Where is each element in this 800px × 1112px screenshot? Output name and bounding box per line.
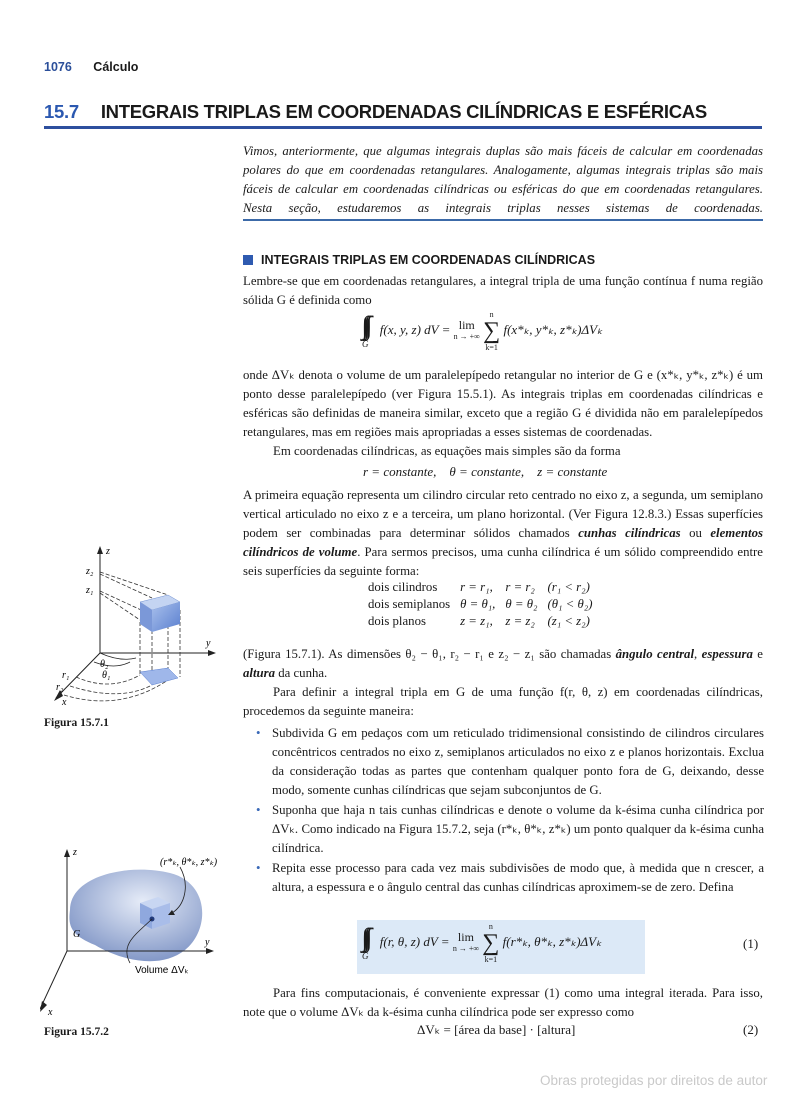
equation-1: G f(r, θ, z) dV = lim n → +∞ n ∑ k=1 f(r*ₖ, θ*ₖ, z*ₖ)ΔVₖ [362, 922, 602, 964]
y-axis-arrow-icon [206, 948, 214, 954]
surface-name: dois semiplanos [368, 597, 451, 611]
figure-15-7-2 [40, 845, 225, 1020]
square-bullet-icon [243, 255, 253, 265]
z-axis-arrow-icon [97, 546, 103, 554]
figure-15-7-1 [40, 540, 225, 710]
equation-constants: r = constante, θ = constante, z = constante [363, 464, 608, 479]
section-title-text: INTEGRAIS TRIPLAS EM COORDENADAS CILÍNDRICAS E ESFÉRICAS [100, 101, 707, 122]
fig1-label-y: y [206, 638, 211, 649]
surface-eq2: θ = θ₂ [505, 597, 538, 611]
surface-cond: (z₁ < z₂) [547, 614, 590, 628]
equation-2: ΔVₖ = [área da base] · [altura] [417, 1022, 576, 1037]
fig2-label-volume: Volume ΔVₖ [135, 965, 189, 976]
fig1-label-r1: r₁ [62, 670, 70, 681]
surface-cond: (r₁ < r₂) [547, 580, 590, 594]
bullet-dot-icon: • [256, 803, 261, 817]
wedge-base [140, 668, 178, 685]
summation-symbol: n ∑ k=1 [482, 922, 500, 964]
paragraph-4: A primeira equação representa um cilindro circular reto centrado no eixo z, a segunda, um semiplano vertical articulado no eixo z e a terceira, um plano horizontal. (Ver Figura 12.8.3.) Essas superfícies podem ser combinadas para determinar sólidos chamados cunhas cilíndricas ou elementos cilíndricos de volume. Para sermos precisos, uma cunha cilíndrica é um sólido compreendido entre seis superfícies da seguinte forma: [243, 488, 763, 578]
limit: lim n → +∞ [452, 930, 480, 953]
equation-rectangular: G f(x, y, z) dV = lim n → +∞ n ∑ k=1 f(x*ₖ, y*ₖ, z*ₖ)ΔVₖ [362, 310, 603, 352]
surface-name: dois planos [368, 614, 426, 628]
fig2-label-point: (r*ₖ, θ*ₖ, z*ₖ) [160, 857, 218, 868]
bullet-item-3: • Repita esse processo para cada vez mais subdivisões de modo que, à medida que n crescer, a altura, a espessura e o ângulo central das cunhas cilíndricas aproximem-se de zero. Defina [256, 861, 764, 894]
running-head [44, 60, 138, 74]
figure-15-7-2-caption: Figura 15.7.2 [44, 1026, 109, 1038]
watermark: Obras protegidas por direitos de autor [540, 1073, 768, 1088]
fig2-label-x: x [48, 1007, 53, 1018]
fig1-label-r2: r₂ [56, 682, 64, 693]
paragraph-3: Em coordenadas cilíndricas, as equações mais simples são da forma [273, 444, 621, 458]
fig1-label-theta1: θ₁ [102, 670, 111, 681]
paragraph-2: onde ΔVₖ denota o volume de um paralelepípedo retangular no interior de G e (x*ₖ, y*ₖ, z*ₖ) é um ponto desse paralelepípedo (ver Figura 15.5.1). As integrais triplas em coordenadas cilíndricas e esféricas são definidas de maneira similar, exceto que a região G é dividida não em paralelepípedos retangulares, mas em regiões mais apropriadas a esses sistemas de coordenadas. [243, 368, 763, 439]
solid-region-G [69, 870, 202, 962]
section-title [44, 101, 750, 123]
triple-integral-symbol: G [362, 339, 369, 349]
intro-rule [243, 219, 763, 221]
summation-symbol: n ∑ k=1 [483, 310, 501, 352]
surface-row [368, 614, 602, 631]
surface-eq1: r = r₁, [460, 580, 493, 594]
fig2-label-G: G [73, 929, 81, 940]
surfaces-table [368, 580, 602, 631]
page-number: 1076 [44, 60, 72, 74]
figure-15-7-1-caption: Figura 15.7.1 [44, 717, 109, 729]
paragraph-7: Para fins computacionais, é conveniente expressar (1) como uma integral iterada. Para isso, note que o volume ΔVₖ da k-ésima cunha cilíndrica pode ser expresso como [243, 986, 763, 1019]
subsection-title: INTEGRAIS TRIPLAS EM COORDENADAS CILÍNDRICAS [261, 253, 596, 267]
fig2-label-y: y [205, 937, 210, 948]
surface-name: dois cilindros [368, 580, 438, 594]
fig1-label-z: z [106, 546, 110, 557]
fig1-label-x: x [62, 697, 67, 708]
surface-eq2: r = r₂ [505, 580, 535, 594]
paragraph-1: Lembre-se que em coordenadas retangulares, a integral tripla de uma função contínua f numa região sólida G é definida como [243, 274, 763, 307]
term-elementos-cilindricos: elementos cilíndricos de volume [243, 526, 763, 559]
fig1-label-theta2: θ₂ [100, 659, 109, 670]
bullet-dot-icon: • [256, 726, 261, 740]
bullet-item-2: • Suponha que haja n tais cunhas cilíndricas e denote o volume da k-ésima cunha cilíndrica por ΔVₖ. Como indicado na Figura 15.7.2, seja (r*ₖ, θ*ₖ, z*ₖ) um ponto qualquer da k-ésima cunha cilíndrica. [256, 803, 764, 855]
section-number: 15.7 [44, 101, 79, 122]
triple-integral-symbol: G [362, 951, 369, 961]
surface-eq1: θ = θ₁, [460, 597, 496, 611]
book-title: Cálculo [93, 60, 139, 74]
bullet-item-1: • Subdivida G em pedaços com um reticulado tridimensional consistindo de cilindros circulares concêntricos centrados no eixo z, semiplanos articulados no eixo z e planos horizontais. Exclua da consideração todas as partes que contenham qualquer ponto fora de G, deixando, desse modo, somente cunhas cilíndricas que sejam subconjuntos de G. [256, 726, 764, 797]
surface-eq2: z = z₂ [505, 614, 535, 628]
limit: lim n → +∞ [453, 318, 480, 341]
surface-eq1: z = z₁, [460, 614, 493, 628]
section-title-rule [44, 126, 762, 129]
x-axis [40, 951, 67, 1009]
fig1-label-z1: z₁ [86, 585, 94, 596]
fig2-label-z: z [73, 847, 77, 858]
surface-cond: (θ₁ < θ₂) [547, 597, 593, 611]
term-cunhas-cilindricas: cunhas cilíndricas [578, 526, 681, 540]
y-axis-arrow-icon [208, 650, 216, 656]
surface-row [368, 597, 602, 614]
intro-paragraph: Vimos, anteriormente, que algumas integrais duplas são mais fáceis de calcular em coordenadas polares do que em coordenadas retangulares. Analogamente, algumas integrais triplas são mais fáceis de calcular em coordenadas cilíndricas ou esféricas do que em coordenadas retangulares. Nesta seção, estudaremos as integrais triplas nesses sistemas de coordenadas. [243, 144, 763, 215]
equation-1-number: (1) [743, 936, 759, 951]
fig1-label-z2: z₂ [86, 566, 94, 577]
paragraph-5: (Figura 15.7.1). As dimensões θ₂ − θ₁, r₂ − r₁ e z₂ − z₁ são chamadas ângulo central, espessura e altura da cunha. [243, 647, 763, 680]
paragraph-6: Para definir a integral tripla em G de uma função f(r, θ, z) em coordenadas cilíndricas, procedemos da seguinte maneira: [243, 685, 763, 718]
bullet-dot-icon: • [256, 861, 261, 875]
subsection-heading [243, 253, 595, 267]
equation-2-number: (2) [743, 1022, 759, 1037]
surface-row [368, 580, 602, 597]
z-axis-arrow-icon [64, 849, 70, 857]
x-axis-arrow-icon [40, 1001, 47, 1012]
